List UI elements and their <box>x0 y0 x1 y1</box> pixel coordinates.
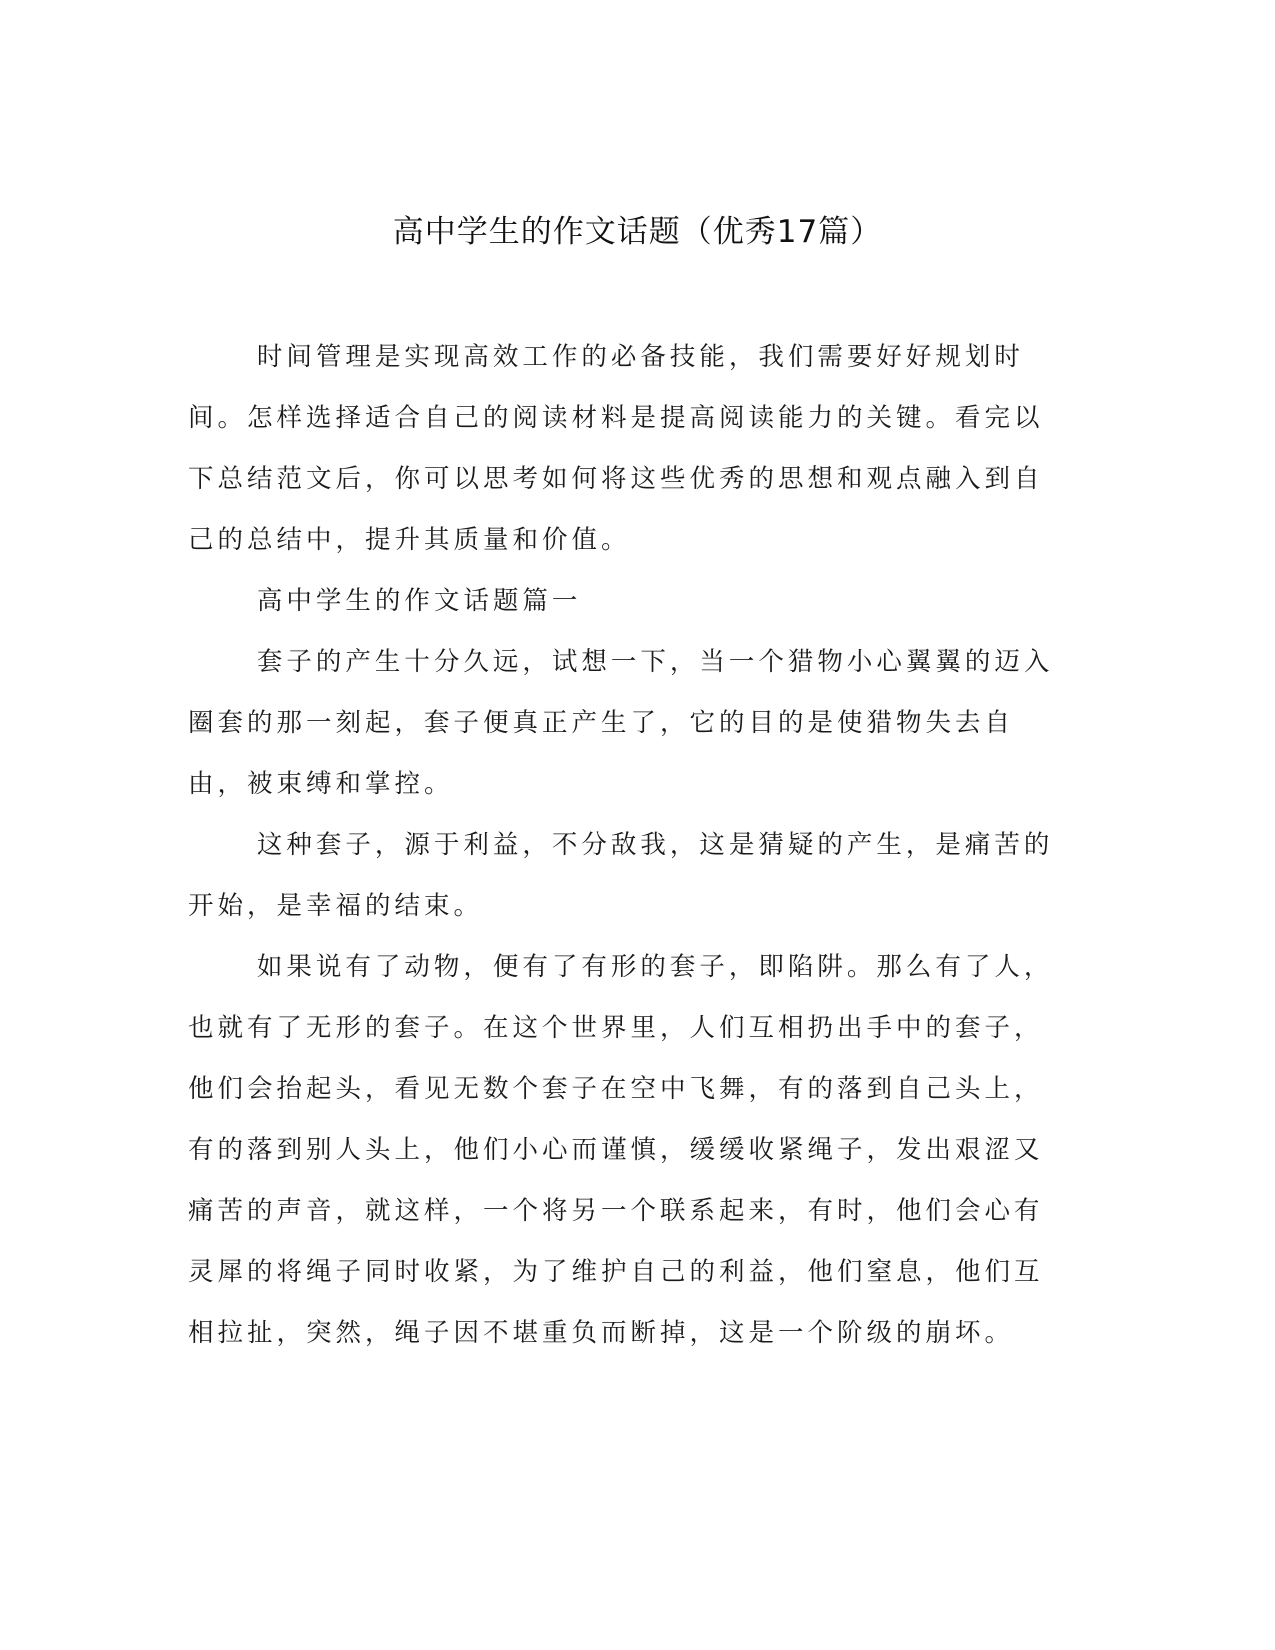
paragraph: 如果说有了动物，便有了有形的套子，即陷阱。那么有了人，也就有了无形的套子。在这个世界里，人们互相扔出手中的套子，他们会抬起头，看见无数个套子在空中飞舞，有的落到自己头上，有的落到别人头上，他们小心而谨慎，缓缓收紧绳子，发出艰涩又痛苦的声音，就这样，一个将另一个联系起来，有时，他们会心有灵犀的将绳子同时收紧，为了维护自己的利益，他们窒息，他们互相拉扯，突然，绳子因不堪重负而断掉，这是一个阶级的崩坏。 <box>188 952 1054 1348</box>
document-body <box>188 327 1058 1364</box>
paragraph: 套子的产生十分久远，试想一下，当一个猎物小心翼翼的迈入圈套的那一刻起，套子便真正产生了，它的目的是使猎物失去自由，被束缚和掌控。 <box>188 647 1054 799</box>
section-heading: 高中学生的作文话题篇一 <box>256 586 582 616</box>
paragraph: 这种套子，源于利益，不分敌我，这是猜疑的产生，是痛苦的开始，是幸福的结束。 <box>188 830 1054 921</box>
document-title: 高中学生的作文话题（优秀17篇） <box>392 214 883 250</box>
paragraph-intro: 时间管理是实现高效工作的必备技能，我们需要好好规划时间。怎样选择适合自己的阅读材料是提高阅读能力的关键。看完以下总结范文后，你可以思考如何将这些优秀的思想和观点融入到自己的总结中，提升其质量和价值。 <box>188 342 1044 555</box>
